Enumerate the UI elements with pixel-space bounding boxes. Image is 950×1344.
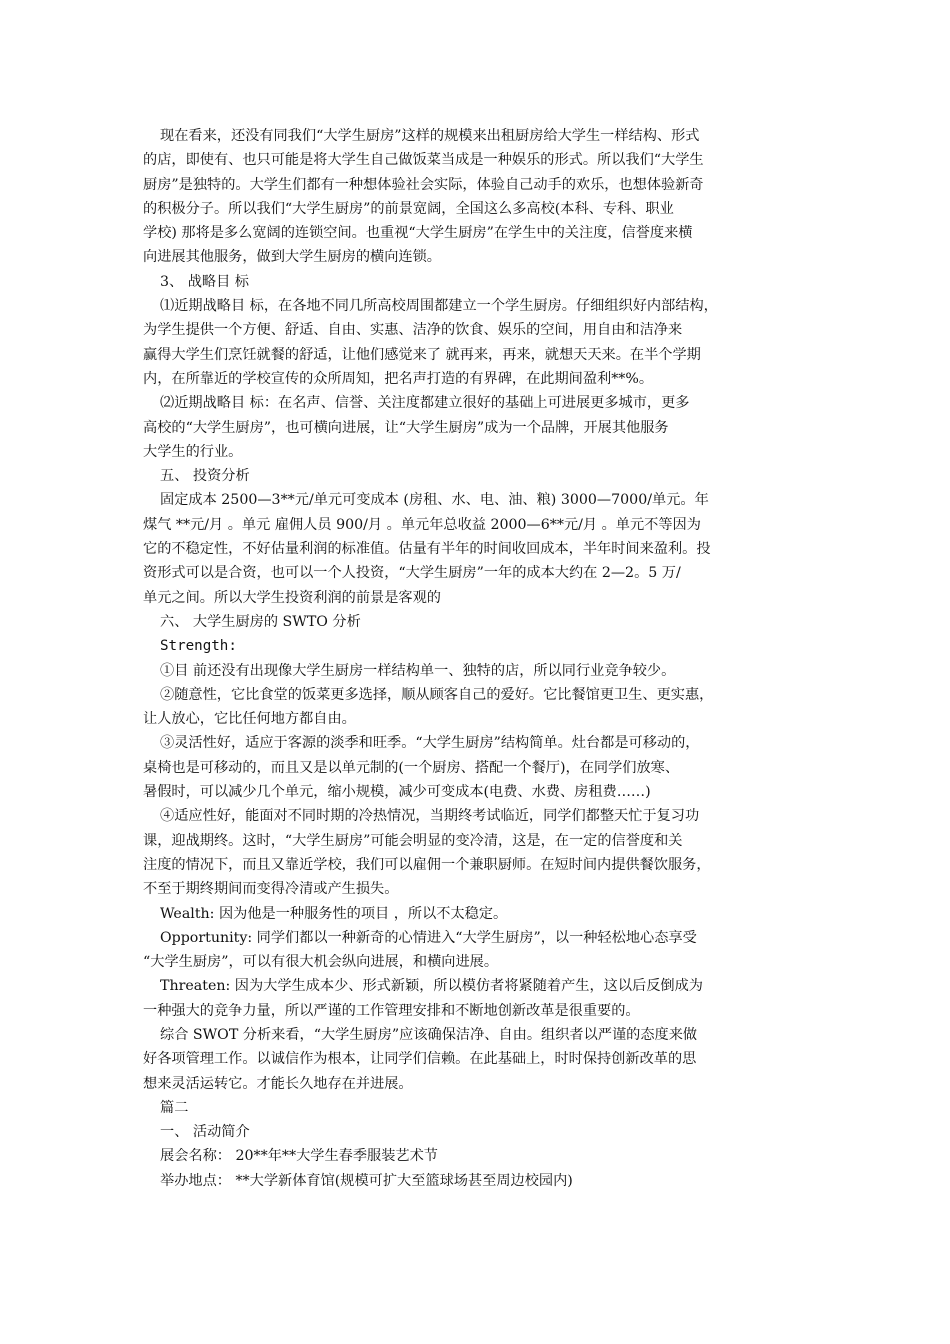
document-body xyxy=(143,124,809,1193)
section-heading: 五、 投资分析 xyxy=(160,468,250,485)
paragraph-line: 向进展其他服务，做到大学生厨房的横向连锁。 xyxy=(143,249,441,266)
section-heading: 篇二 xyxy=(160,1099,189,1116)
paragraph-line: Wealth: 因为他是一种服务性的项目 ，所以不太稳定。 xyxy=(160,905,508,922)
paragraph-line: 高校的“大学生厨房”，也可横向进展，让“大学生厨房”成为一个品牌，开展其他服务 xyxy=(143,419,669,436)
paragraph-line: 厨房”是独特的。大学生们都有一种想体验社会实际，体验自己动手的欢乐，也想体验新奇 xyxy=(143,176,704,193)
paragraph-line: 不至于期终期间而变得冷清或产生损失。 xyxy=(143,881,399,898)
paragraph-line: 举办地点： **大学新体育馆(规模可扩大至篮球场甚至周边校园内) xyxy=(160,1172,573,1189)
subsection-label: Strength: xyxy=(160,638,237,655)
paragraph-line: 大学生的行业。 xyxy=(143,443,243,460)
paragraph-line: 的店，即使有、也只可能是将大学生自己做饭菜当成是一种娱乐的形式。所以我们“大学生 xyxy=(143,152,704,169)
paragraph-line: 为学生提供一个方便、舒适、自由、实惠、洁净的饮食、娱乐的空间，用自由和洁净来 xyxy=(143,322,683,339)
paragraph-line: ⑴近期战略目 标，在各地不同几所高校周围都建立一个学生厨房。仔细组织好内部结构， xyxy=(160,298,718,315)
paragraph-line: 让人放心，它比任何地方都自由。 xyxy=(143,711,356,728)
paragraph-line: 它的不稳定性，不好估量利润的标准值。估量有半年的时间收回成本，半年时间来盈利。投 xyxy=(143,541,711,558)
paragraph-line: 赢得大学生们烹饪就餐的舒适，让他们感觉来了 就再来，再来，就想天天来。在半个学期 xyxy=(143,346,701,363)
paragraph-line: 学校) 那将是多么宽阔的连锁空间。也重视“大学生厨房”在学生中的关注度，信誉度来横 xyxy=(143,225,693,242)
paragraph-line: 桌椅也是可移动的，而且又是以单元制的(一个厨房、搭配一个餐厅)，在同学们放寒、 xyxy=(143,759,680,776)
section-heading: 一、 活动简介 xyxy=(160,1124,250,1141)
paragraph-line: 固定成本 2500—3**元/单元可变成本 (房租、水、电、油、粮) 3000—7000/单元。年 xyxy=(160,492,709,509)
section-heading: 3、 战略目 标 xyxy=(160,273,249,290)
paragraph-line: Opportunity: 同学们都以一种新奇的心情进入“大学生厨房”，以一种轻松地心态享受 xyxy=(160,929,697,946)
paragraph-line: 的积极分子。所以我们“大学生厨房”的前景宽阔，全国这么多高校(本科、专科、职业 xyxy=(143,200,674,217)
paragraph-line: ①目 前还没有出现像大学生厨房一样结构单一、独特的店，所以同行业竞争较少。 xyxy=(160,662,676,679)
paragraph-line: ②随意性，它比食堂的饭菜更多选择，顺从顾客自己的爱好。它比餐馆更卫生、更实惠， xyxy=(160,686,714,703)
paragraph-line: 展会名称： 20**年**大学生春季服装艺术节 xyxy=(160,1148,438,1165)
paragraph-line: 煤气 **元/月 。单元 雇佣人员 900/月 。单元年总收益 2000—6**元/月 。单元不等因为 xyxy=(143,516,701,533)
paragraph-line: 综合 SWOT 分析来看，“大学生厨房”应该确保洁净、自由。组织者以严谨的态度来做 xyxy=(160,1026,698,1043)
paragraph-line: 暑假时，可以减少几个单元，缩小规模，减少可变成本(电费、水费、房租费……) xyxy=(143,784,651,801)
paragraph-line: 内，在所靠近的学校宣传的众所周知，把名声打造的有界碑，在此期间盈利**%。 xyxy=(143,370,654,387)
paragraph-line: ⑵近期战略目 标：在名声、信誉、关注度都建立很好的基础上可进展更多城市，更多 xyxy=(160,395,690,412)
paragraph-line: 现在看来，还没有同我们“大学生厨房”这样的规模来出租厨房给大学生一样结构、形式 xyxy=(160,128,700,144)
paragraph-line: 一种强大的竞争力量，所以严谨的工作管理安排和不断地创新改革是很重要的。 xyxy=(143,1002,640,1019)
section-heading: 六、 大学生厨房的 SWTO 分析 xyxy=(160,613,361,630)
paragraph-line: “大学生厨房”，可以有很大机会纵向进展，和横向进展。 xyxy=(143,954,499,971)
paragraph-line: 想来灵活运转它。才能长久地存在并进展。 xyxy=(143,1075,413,1092)
paragraph-line: 单元之间。所以大学生投资利润的前景是客观的 xyxy=(143,589,441,606)
paragraph-line: 资形式可以是合资，也可以一个人投资，“大学生厨房”一年的成本大约在 2—2。5 万/ xyxy=(143,565,681,582)
paragraph-line: ③灵活性好，适应于客源的淡季和旺季。“大学生厨房”结构简单。灶台都是可移动的， xyxy=(160,735,700,752)
paragraph-line: Threaten: 因为大学生成本少、形式新颖，所以模仿者将紧随着产生，这以后反倒成为 xyxy=(160,978,703,995)
paragraph-line: 注度的情况下，而且又靠近学校，我们可以雇佣一个兼职厨师。在短时间内提供餐饮服务， xyxy=(143,856,711,873)
paragraph-line: ④适应性好，能面对不同时期的冷热情况，当期终考试临近，同学们都整天忙于复习功 xyxy=(160,808,700,825)
paragraph-line: 课，迎战期终。这时，“大学生厨房”可能会明显的变冷清，这是，在一定的信誉度和关 xyxy=(143,832,683,849)
paragraph-line: 好各项管理工作。以诚信作为根本，让同学们信赖。在此基础上，时时保持创新改革的思 xyxy=(143,1051,697,1068)
